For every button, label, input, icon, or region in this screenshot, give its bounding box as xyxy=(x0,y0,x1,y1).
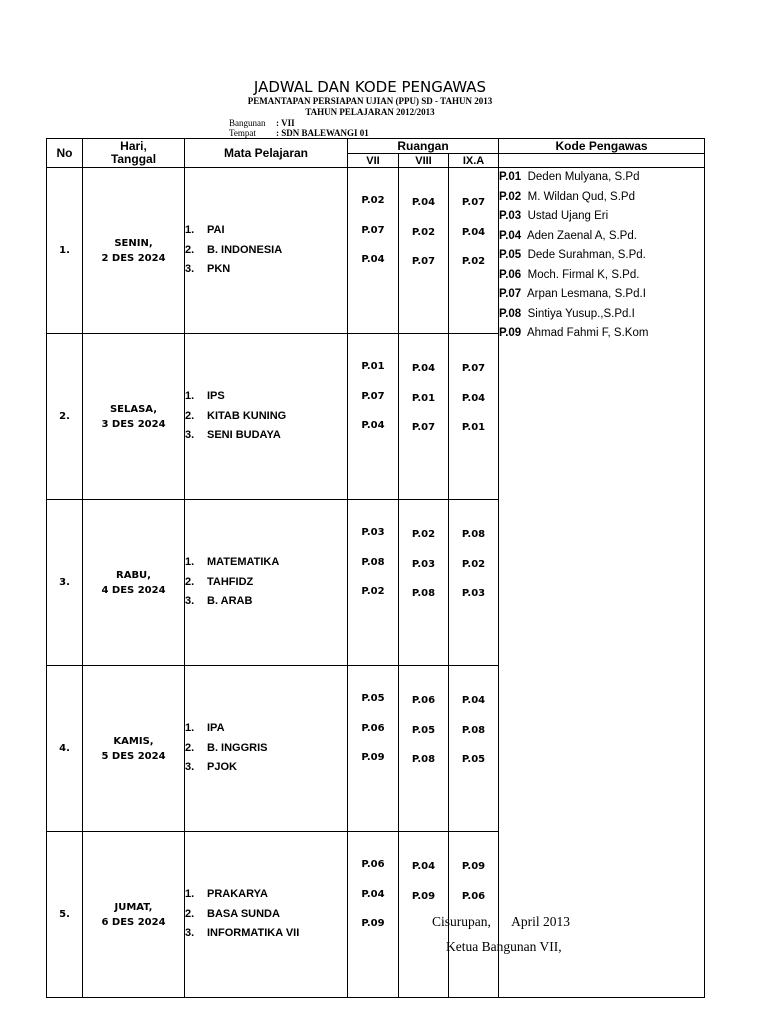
room-code: P.02 xyxy=(461,256,486,267)
pengawas-name: Dede Surahman, S.Pd. xyxy=(527,249,646,261)
room-code: P.09 xyxy=(411,890,436,902)
subject-item xyxy=(185,924,347,944)
subject-item xyxy=(185,592,347,612)
signature-place-date xyxy=(432,914,570,930)
room-code: P.02 xyxy=(361,586,385,597)
pengawas-name: Ustad Ujang Eri xyxy=(527,210,609,222)
room-vii-cell xyxy=(348,666,399,832)
col-header-hari: Hari, Tanggal xyxy=(83,139,185,168)
room-code: P.07 xyxy=(411,422,436,433)
room-code: P.07 xyxy=(411,256,436,267)
room-code: P.08 xyxy=(461,529,486,540)
subject-number: 2. xyxy=(185,741,195,754)
pengawas-code: P.02 xyxy=(499,190,522,203)
schedule-table xyxy=(46,138,705,998)
subject-number: 1. xyxy=(185,888,195,901)
room-code: P.04 xyxy=(461,392,486,404)
subject-item xyxy=(185,885,347,905)
col-header-ruangan: Ruangan xyxy=(348,139,499,154)
row-number: 3. xyxy=(47,500,83,666)
room-viii-cell xyxy=(399,666,449,832)
subject-item xyxy=(185,426,347,446)
subject-name: IPS xyxy=(207,390,225,403)
room-code: P.08 xyxy=(411,588,436,599)
room-vii-cell xyxy=(348,500,399,666)
signature-place: Cisurupan, xyxy=(432,914,491,929)
room-ixa-cell xyxy=(449,334,499,500)
room-vii-cell xyxy=(348,832,399,998)
pengawas-item xyxy=(499,266,704,286)
room-code: P.09 xyxy=(361,752,385,763)
row-day-date xyxy=(83,334,185,500)
subject-name: PRAKARYA xyxy=(207,888,268,901)
row-day-date xyxy=(83,168,185,334)
subject-name: BASA SUNDA xyxy=(207,907,280,920)
room-ixa-cell xyxy=(449,168,499,334)
subject-number: 2. xyxy=(185,907,195,920)
schedule-row xyxy=(47,168,705,334)
subject-name: B. INDONESIA xyxy=(207,243,283,256)
pengawas-name: Arpan Lesmana, S.Pd.I xyxy=(526,288,646,300)
document-subtitle: PEMANTAPAN PERSIAPAN UJIAN (PPU) SD - TAHUN 2013 xyxy=(247,96,493,106)
col-header-kode-blank xyxy=(499,154,705,168)
subject-name: TAHFIDZ xyxy=(207,575,254,588)
document-title: JADWAL DAN KODE PENGAWAS xyxy=(253,78,487,96)
room-code: P.04 xyxy=(411,861,436,872)
pengawas-name: M. Wildan Qud, S.Pd xyxy=(527,190,635,203)
col-header-ixa: IX.A xyxy=(449,154,499,168)
room-code: P.09 xyxy=(361,918,385,929)
subject-name: B. INGGRIS xyxy=(207,741,268,754)
tempat-info xyxy=(229,128,369,138)
row-date: 6 DES 2024 xyxy=(101,916,166,928)
pengawas-code: P.08 xyxy=(499,307,522,320)
row-subjects xyxy=(185,832,348,998)
room-code: P.01 xyxy=(461,422,486,433)
room-code: P.02 xyxy=(461,558,486,570)
subject-name: MATEMATIKA xyxy=(207,556,280,569)
subject-item xyxy=(185,739,347,759)
pengawas-code: P.06 xyxy=(499,268,522,281)
pengawas-name: Moch. Firmal K, S.Pd. xyxy=(527,268,640,281)
subject-item xyxy=(185,387,347,407)
row-day: SELASA, xyxy=(109,403,158,415)
academic-year: TAHUN PELAJARAN 2012/2013 xyxy=(305,107,435,117)
subject-number: 1. xyxy=(185,722,195,735)
room-code: P.02 xyxy=(411,529,436,540)
pengawas-item xyxy=(499,305,704,325)
pengawas-item xyxy=(499,188,704,208)
pengawas-code: P.04 xyxy=(499,229,522,242)
subject-name: KITAB KUNING xyxy=(207,409,287,422)
tempat-value: : SDN BALEWANGI 01 xyxy=(276,128,369,138)
room-code: P.05 xyxy=(461,754,486,765)
row-day: SENIN, xyxy=(114,237,153,249)
subject-number: 1. xyxy=(185,224,195,237)
room-code: P.04 xyxy=(361,254,385,265)
row-number: 2. xyxy=(47,334,83,500)
row-subjects xyxy=(185,666,348,832)
pengawas-code: P.05 xyxy=(499,249,522,261)
room-code: P.06 xyxy=(361,859,385,870)
room-code: P.01 xyxy=(361,361,385,372)
pengawas-name: Deden Mulyana, S.Pd xyxy=(527,171,640,183)
row-day-date xyxy=(83,500,185,666)
row-day: RABU, xyxy=(116,569,151,581)
subject-item xyxy=(185,221,347,241)
room-code: P.02 xyxy=(361,195,385,206)
room-code: P.04 xyxy=(461,695,486,706)
room-code: P.03 xyxy=(411,558,436,570)
subject-name: PJOK xyxy=(207,761,237,774)
room-code: P.08 xyxy=(361,556,385,568)
room-viii-cell xyxy=(399,334,449,500)
subject-item xyxy=(185,553,347,573)
row-date: 5 DES 2024 xyxy=(101,750,166,762)
subject-number: 3. xyxy=(185,761,195,774)
room-code: P.05 xyxy=(361,693,385,704)
row-date: 3 DES 2024 xyxy=(101,418,166,430)
pengawas-item xyxy=(499,207,704,227)
row-day: KAMIS, xyxy=(113,735,154,747)
room-code: P.04 xyxy=(411,197,436,208)
room-code: P.04 xyxy=(461,226,486,238)
room-code: P.08 xyxy=(461,724,486,736)
subject-number: 1. xyxy=(185,556,195,569)
room-code: P.07 xyxy=(361,224,385,236)
room-code: P.04 xyxy=(361,420,385,431)
subject-item xyxy=(185,758,347,778)
pengawas-name: Aden Zaenal A, S.Pd. xyxy=(526,229,637,242)
subject-name: PKN xyxy=(207,263,231,276)
col-header-vii: VII xyxy=(348,154,399,168)
row-day-date xyxy=(83,832,185,998)
subject-number: 2. xyxy=(185,409,195,422)
pengawas-item xyxy=(499,168,704,188)
row-date: 4 DES 2024 xyxy=(101,584,166,596)
row-subjects xyxy=(185,334,348,500)
room-ixa-cell xyxy=(449,666,499,832)
room-code: P.07 xyxy=(361,390,385,402)
subject-name: B. ARAB xyxy=(207,595,253,608)
pengawas-item xyxy=(499,227,704,247)
pengawas-code: P.01 xyxy=(499,171,522,183)
pengawas-name: Ahmad Fahmi F, S.Kom xyxy=(526,327,649,339)
pengawas-item xyxy=(499,246,704,266)
room-code: P.07 xyxy=(461,363,486,374)
subject-name: SENI BUDAYA xyxy=(207,429,281,442)
subject-item xyxy=(185,407,347,427)
row-number: 5. xyxy=(47,832,83,998)
bangunan-info xyxy=(229,118,295,128)
col-header-no: No xyxy=(47,139,83,168)
bangunan-label: Bangunan xyxy=(229,118,266,128)
pengawas-item xyxy=(499,324,704,344)
pengawas-code: P.07 xyxy=(499,288,522,300)
pengawas-code: P.09 xyxy=(499,327,522,339)
subject-item xyxy=(185,241,347,261)
row-subjects xyxy=(185,168,348,334)
col-header-kode: Kode Pengawas xyxy=(499,139,705,154)
subject-number: 3. xyxy=(185,927,195,940)
pengawas-item xyxy=(499,285,704,305)
room-code: P.01 xyxy=(411,392,436,404)
room-code: P.06 xyxy=(361,722,385,734)
subject-number: 3. xyxy=(185,429,195,442)
signature-date: April 2013 xyxy=(511,914,570,929)
room-code: P.09 xyxy=(461,861,486,872)
row-date: 2 DES 2024 xyxy=(101,252,166,264)
subject-number: 1. xyxy=(185,390,195,403)
room-viii-cell xyxy=(399,168,449,334)
row-number: 4. xyxy=(47,666,83,832)
room-code: P.03 xyxy=(361,527,385,538)
subject-name: PAI xyxy=(207,224,225,237)
subject-item xyxy=(185,719,347,739)
pengawas-code: P.03 xyxy=(499,210,522,222)
col-header-mapel: Mata Pelajaran xyxy=(185,139,348,168)
pengawas-name: Sintiya Yusup.,S.Pd.I xyxy=(527,307,635,320)
bangunan-value: : VII xyxy=(276,118,295,128)
room-vii-cell xyxy=(348,168,399,334)
room-code: P.03 xyxy=(461,588,486,599)
row-day-date xyxy=(83,666,185,832)
pengawas-list xyxy=(499,168,705,998)
room-ixa-cell xyxy=(449,500,499,666)
subject-name: IPA xyxy=(207,722,225,735)
col-header-viii: VIII xyxy=(399,154,449,168)
tempat-label: Tempat xyxy=(229,128,256,138)
room-code: P.06 xyxy=(461,890,486,902)
room-viii-cell xyxy=(399,500,449,666)
room-vii-cell xyxy=(348,334,399,500)
room-code: P.08 xyxy=(411,754,436,765)
subject-item xyxy=(185,905,347,925)
subject-name: INFORMATIKA VII xyxy=(207,927,300,940)
room-code: P.02 xyxy=(411,226,436,238)
subject-number: 2. xyxy=(185,243,195,256)
signature-title: Ketua Bangunan VII, xyxy=(446,939,562,954)
subject-number: 3. xyxy=(185,595,195,608)
room-code: P.06 xyxy=(411,695,436,706)
row-day: JUMAT, xyxy=(114,901,153,913)
subject-number: 3. xyxy=(185,263,195,276)
room-code: P.07 xyxy=(461,197,486,208)
room-code: P.04 xyxy=(361,888,385,900)
room-code: P.04 xyxy=(411,363,436,374)
room-code: P.05 xyxy=(411,724,436,736)
subject-item xyxy=(185,260,347,280)
subject-item xyxy=(185,573,347,593)
row-subjects xyxy=(185,500,348,666)
row-number: 1. xyxy=(47,168,83,334)
subject-number: 2. xyxy=(185,575,195,588)
